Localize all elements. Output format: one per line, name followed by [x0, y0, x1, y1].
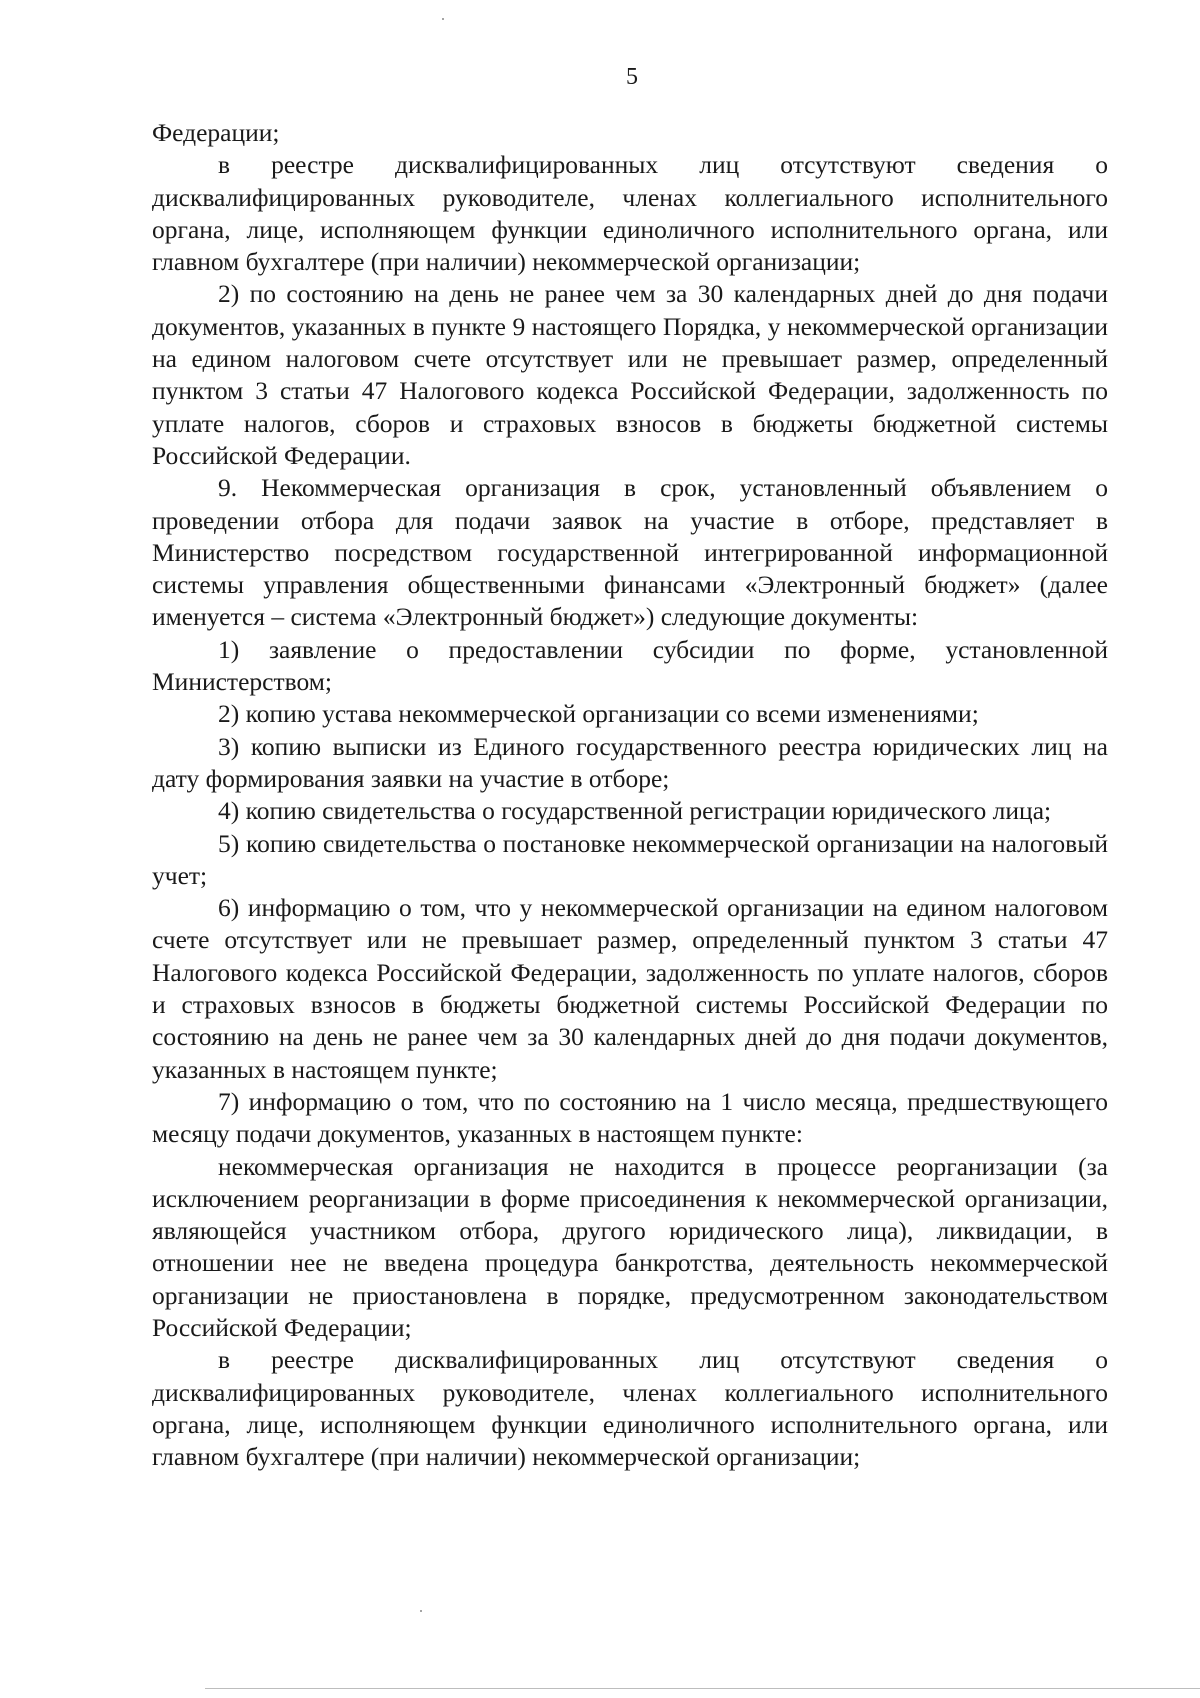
paragraph-disqualified-registry: в реестре дисквалифицированных лиц отсутствуют сведения о дисквалифицированных руководителе, членах коллегиального исполнительного органа, лице, исполняющем функции единоличного исполнительного органа, или главном бухгалтере (при наличии) некоммерческой организации;: [152, 150, 1108, 277]
paragraph-reorganization: некоммерческая организация не находится в процессе реорганизации (за исключением реорганизации в форме присоединения к некоммерческой организации, являющейся участником отбора, другого юридического лица), ликвидации, в отношении нее не введена процедура банкротства, деятельность некоммерческой организации не приостановлена в порядке, предусмотренном законодательством Российской Федерации;: [152, 1151, 1108, 1342]
list-item-application: 1) заявление о предоставлении субсидии по форме, установленной Министерством;: [152, 634, 1108, 697]
document-body: [152, 117, 1108, 1473]
list-item-registry-extract: 3) копию выписки из Единого государственного реестра юридических лиц на дату формирования заявки на участие в отборе;: [152, 731, 1108, 793]
list-item-charter-copy: 2) копию устава некоммерческой организации со всеми изменениями;: [218, 699, 979, 729]
paragraph-disqualified-registry-2: в реестре дисквалифицированных лиц отсутствуют сведения о дисквалифицированных руководителе, членах коллегиального исполнительного органа, лице, исполняющем функции единоличного исполнительного органа, или главном бухгалтере (при наличии) некоммерческой организации;: [152, 1345, 1108, 1472]
list-item-registration-certificate: 4) копию свидетельства о государственной регистрации юридического лица;: [218, 796, 1052, 826]
scan-edge-line: [205, 1688, 1200, 1689]
paragraph-continuation: Федерации;: [152, 118, 280, 147]
scan-speck-top: [442, 18, 444, 20]
paragraph-tax-debt: 2) по состоянию на день не ранее чем за 30 календарных дней до дня подачи документов, указанных в пункте 9 настоящего Порядка, у некоммерческой организации на едином налоговом счете отсутствует или не превышает размер, определенный пунктом 3 статьи 47 Налогового кодекса Российской Федерации, задолженность по уплате налогов, сборов и страховых взносов в бюджеты бюджетной системы Российской Федерации.: [152, 279, 1108, 470]
list-item-tax-debt-info: 6) информацию о том, что у некоммерческой организации на едином налоговом счете отсутствует или не превышает размер, определенный пунктом 3 статьи 47 Налогового кодекса Российской Федерации, задолженность по уплате налогов, сборов и страховых взносов в бюджеты бюджетной системы Российской Федерации по состоянию на день не ранее чем за 30 календарных дней до дня подачи документов, указанных в настоящем пункте;: [152, 893, 1108, 1084]
list-item-tax-certificate: 5) копию свидетельства о постановке некоммерческой организации на налоговый учет;: [152, 828, 1108, 890]
list-item-status-info: 7) информацию о том, что по состоянию на 1 число месяца, предшествующего месяцу подачи документов, указанных в настоящем пункте:: [152, 1086, 1108, 1149]
paragraph-item-9: 9. Некоммерческая организация в срок, установленный объявлением о проведении отбора для подачи заявок на участие в отборе, представляет в Министерство посредством государственной интегрированной информационной системы управления общественными финансами «Электронный бюджет» (далее именуется – система «Электронный бюджет») следующие документы:: [152, 473, 1108, 632]
page-number: 5: [626, 64, 638, 90]
scan-speck-bottom: [420, 1610, 422, 1612]
